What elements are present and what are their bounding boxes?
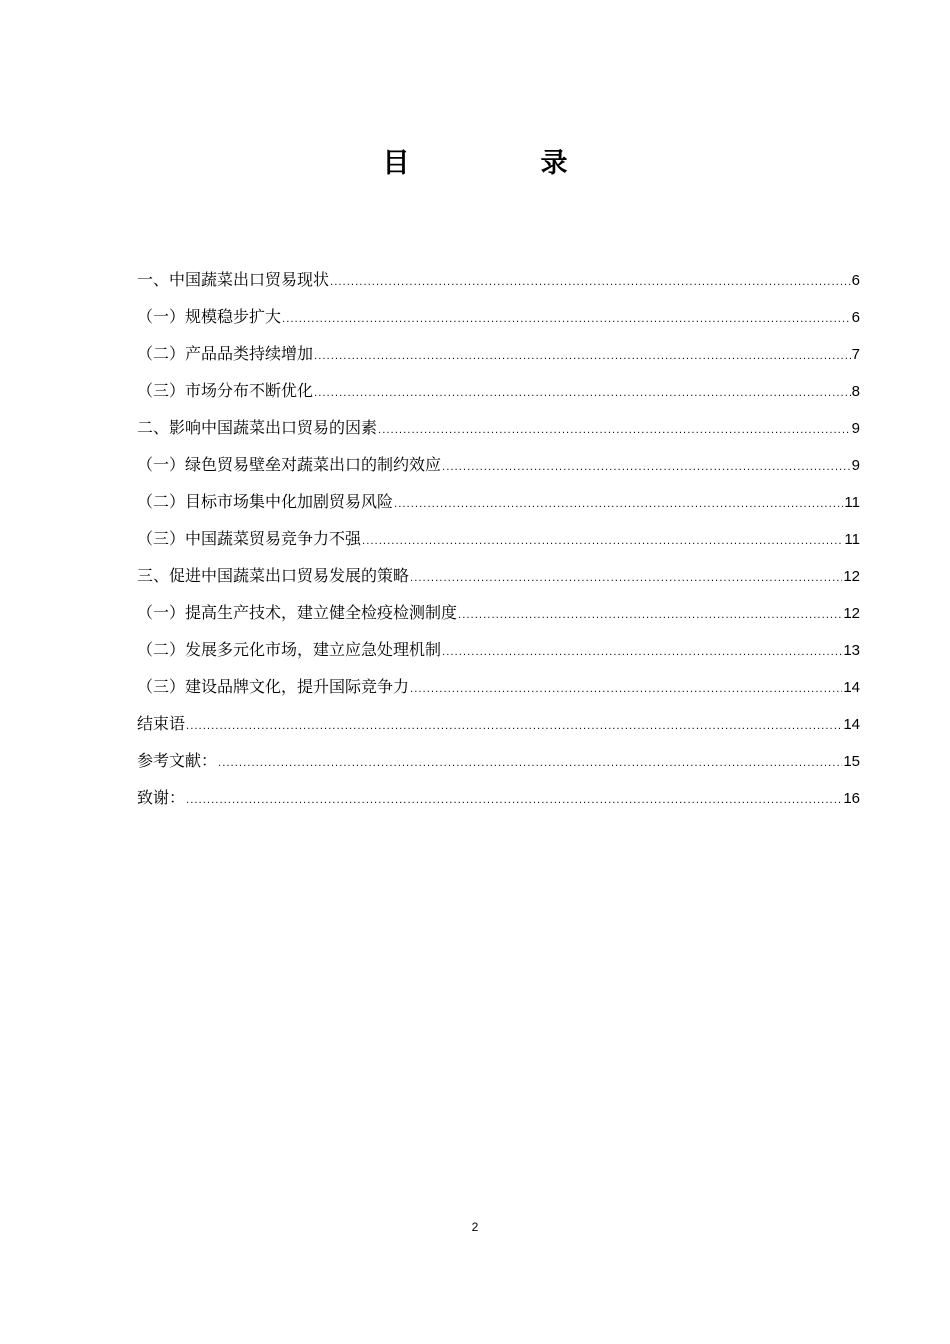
toc-entry[interactable] (137, 709, 860, 746)
toc-entry[interactable] (137, 487, 860, 524)
table-of-contents (137, 265, 860, 820)
toc-entry[interactable] (137, 450, 860, 487)
toc-entry-label: 三、促进中国蔬菜出口贸易发展的策略 (137, 566, 410, 585)
dot-leader (410, 564, 842, 594)
toc-entry-page: 13 (843, 642, 860, 659)
toc-entry-page: 9 (851, 457, 860, 474)
dot-leader (442, 638, 842, 668)
toc-entry-page: 15 (843, 753, 860, 770)
toc-entry-label: 结束语 (137, 714, 186, 733)
dot-leader (186, 786, 842, 816)
toc-entry-page: 14 (843, 716, 860, 733)
toc-entry[interactable] (137, 561, 860, 598)
dot-leader (218, 749, 842, 779)
toc-entry-page: 14 (843, 679, 860, 696)
dot-leader (314, 379, 851, 409)
toc-entry-label: （二）目标市场集中化加剧贸易风险 (137, 492, 394, 511)
page-number: 2 (471, 1220, 479, 1234)
toc-entry-page: 12 (843, 605, 860, 622)
toc-entry[interactable] (137, 598, 860, 635)
toc-entry-label: （一）绿色贸易壁垒对蔬菜出口的制约效应 (137, 455, 442, 474)
toc-entry-page: 7 (851, 346, 860, 363)
toc-entry[interactable] (137, 376, 860, 413)
toc-entry-label: （二）发展多元化市场，建立应急处理机制 (137, 640, 442, 659)
toc-entry-label: （三）建设品牌文化，提升国际竞争力 (137, 677, 410, 696)
toc-entry-page: 6 (851, 309, 860, 326)
toc-entry[interactable] (137, 783, 860, 820)
toc-entry-label: （一）规模稳步扩大 (137, 307, 282, 326)
toc-entry-label: （三）市场分布不断优化 (137, 381, 314, 400)
toc-entry-page: 16 (843, 790, 860, 807)
toc-entry-label: （二）产品品类持续增加 (137, 344, 314, 363)
dot-leader (442, 453, 851, 483)
toc-entry-label: 一、中国蔬菜出口贸易现状 (137, 270, 330, 289)
toc-entry-label: （一）提高生产技术，建立健全检疫检测制度 (137, 603, 458, 622)
toc-entry-label: 参考文献： (137, 751, 218, 770)
toc-entry-page: 12 (843, 568, 860, 585)
toc-entry[interactable] (137, 672, 860, 709)
dot-leader (282, 305, 851, 335)
toc-entry-label: （三）中国蔬菜贸易竞争力不强 (137, 529, 362, 548)
toc-entry[interactable] (137, 302, 860, 339)
toc-entry[interactable] (137, 635, 860, 672)
dot-leader (378, 416, 851, 446)
toc-entry-page: 8 (851, 383, 860, 400)
toc-entry-page: 11 (844, 494, 860, 511)
toc-entry[interactable] (137, 746, 860, 783)
toc-entry[interactable] (137, 265, 860, 302)
dot-leader (330, 268, 851, 298)
toc-entry-label: 致谢： (137, 788, 186, 807)
dot-leader (458, 601, 842, 631)
toc-entry-page: 9 (851, 420, 860, 437)
toc-entry[interactable] (137, 339, 860, 376)
dot-leader (410, 675, 842, 705)
toc-entry-page: 6 (851, 272, 860, 289)
dot-leader (394, 490, 843, 520)
dot-leader (362, 527, 843, 557)
toc-entry[interactable] (137, 413, 860, 450)
toc-title: 目 录 (382, 148, 620, 179)
toc-entry-label: 二、影响中国蔬菜出口贸易的因素 (137, 418, 378, 437)
dot-leader (314, 342, 851, 372)
toc-entry[interactable] (137, 524, 860, 561)
dot-leader (186, 712, 842, 742)
toc-entry-page: 11 (844, 531, 860, 548)
